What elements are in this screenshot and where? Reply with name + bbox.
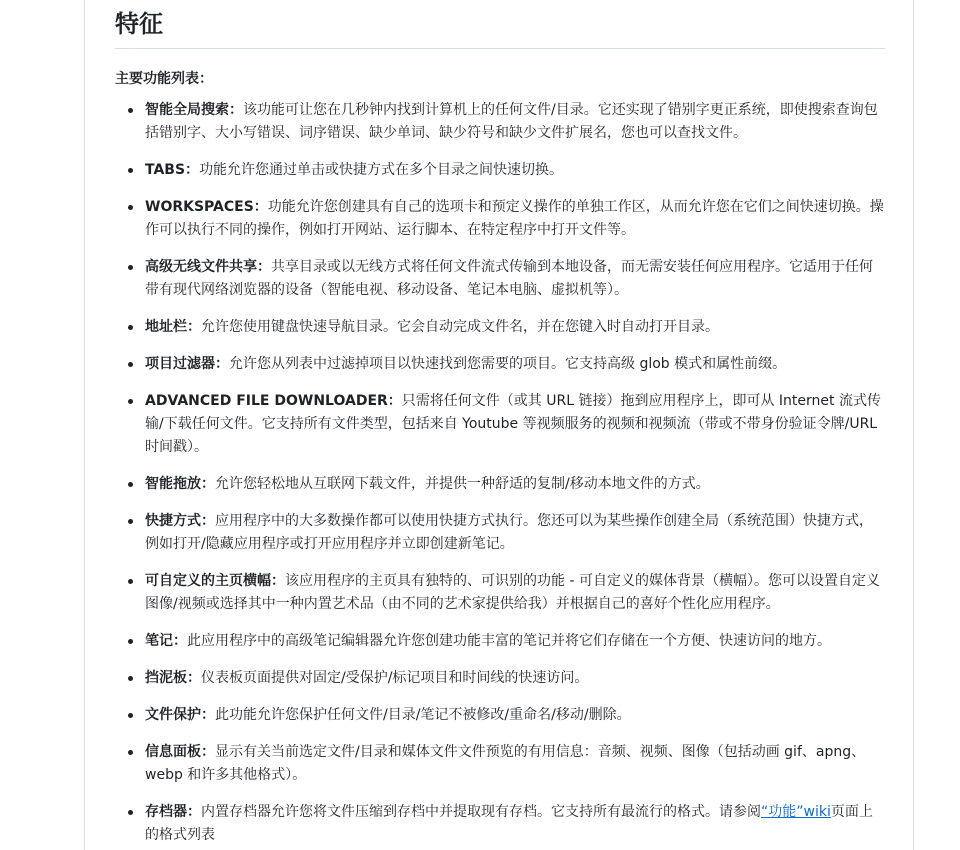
item-title: ADVANCED FILE DOWNLOADER： — [145, 393, 402, 409]
item-text: 内置存档器允许您将文件压缩到存档中并提取现有存档。它支持所有最流行的格式。请参阅 — [201, 804, 761, 820]
item-text: 功能允许您创建具有自己的选项卡和预定义操作的单独工作区，从而允许您在它们之间快速切换。操作可以执行不同的操作，例如打开网站、运行脚本、在特定程序中打开文件等。 — [145, 199, 884, 238]
list-item — [145, 473, 885, 496]
item-text: 允许您轻松地从互联网下载文件，并提供一种舒适的复制/移动本地文件的方式。 — [215, 476, 710, 492]
item-title: 信息面板： — [145, 744, 215, 760]
item-text: 该应用程序的主页具有独特的、可识别的功能 - 可自定义的媒体背景（横幅）。您可以设置自定义图像/视频或选择其中一种内置艺术品（由不同的艺术家提供给我）并根据自己的喜好个性化应用程序。 — [145, 573, 880, 612]
item-text: 应用程序中的大多数操作都可以使用快捷方式执行。您还可以为某些操作创建全局（系统范围）快捷方式，例如打开/隐藏应用程序或打开应用程序并立即创建新笔记。 — [145, 513, 873, 552]
list-item — [145, 570, 885, 616]
list-item — [145, 801, 885, 847]
item-text: 仪表板页面提供对固定/受保护/标记项目和时间线的快速访问。 — [201, 670, 589, 686]
list-item — [145, 353, 885, 376]
list-item — [145, 667, 885, 690]
item-title: 文件保护： — [145, 707, 215, 723]
item-title: TABS： — [145, 162, 200, 178]
list-item — [145, 256, 885, 302]
item-title: 项目过滤器： — [145, 356, 229, 372]
list-item — [145, 316, 885, 339]
item-text-after-link: 页面上的格式列表 — [145, 804, 873, 843]
list-item — [145, 390, 885, 459]
list-item — [145, 99, 885, 145]
item-title: 笔记： — [145, 633, 187, 649]
item-text: 此功能允许您保护任何文件/目录/笔记不被修改/重命名/移动/删除。 — [215, 707, 631, 723]
readme-article — [84, 0, 914, 850]
item-title: 可自定义的主页横幅： — [145, 573, 285, 589]
item-text: 此应用程序中的高级笔记编辑器允许您创建功能丰富的笔记并将它们存储在一个方便、快速访问的地方。 — [187, 633, 831, 649]
item-text: 只需将任何文件（或其 URL 链接）拖到应用程序上，即可从 Internet 流式传输/下载任何文件。它支持所有文件类型，包括来自 Youtube 等视频服务的视频和视频流（带或不带身份验证令牌/URL 时间戳）。 — [145, 393, 881, 455]
item-title: 智能拖放： — [145, 476, 215, 492]
item-text: 共享目录或以无线方式将任何文件流式传输到本地设备，而无需安装任何应用程序。它适用于任何带有现代网络浏览器的设备（智能电视、移动设备、笔记本电脑、虚拟机等）。 — [145, 259, 873, 298]
section-heading: 特征 — [115, 0, 885, 49]
item-title: 地址栏： — [145, 319, 201, 335]
item-title: 快捷方式： — [145, 513, 215, 529]
item-title: 存档器： — [145, 804, 201, 820]
item-text: 功能允许您通过单击或快捷方式在多个目录之间快速切换。 — [199, 162, 564, 178]
item-title: 智能全局搜索： — [145, 102, 243, 118]
item-title: WORKSPACES： — [145, 199, 268, 215]
feature-list — [115, 99, 885, 847]
list-item — [145, 510, 885, 556]
item-text: 该功能可让您在几秒钟内找到计算机上的任何文件/目录。它还实现了错别字更正系统，即使搜索查询包括错别字、大小写错误、词序错误、缺少单词、缺少符号和缺少文件扩展名，您也可以查找文件。 — [145, 102, 878, 141]
list-item — [145, 741, 885, 787]
list-item — [145, 196, 885, 242]
features-wiki-link[interactable]: “功能”wiki — [761, 804, 831, 820]
item-title: 高级无线文件共享： — [145, 259, 271, 275]
item-title: 挡泥板： — [145, 670, 201, 686]
article-content — [115, 0, 885, 850]
item-text: 允许您从列表中过滤掉项目以快速找到您需要的项目。它支持高级 glob 模式和属性前缀。 — [229, 356, 787, 372]
feature-list-intro: 主要功能列表： — [115, 71, 213, 87]
item-text: 显示有关当前选定文件/目录和媒体文件文件预览的有用信息：音频、视频、图像（包括动画 gif、apng、webp 和许多其他格式）。 — [145, 744, 866, 783]
list-item — [145, 630, 885, 653]
list-item — [145, 704, 885, 727]
list-item — [145, 159, 885, 182]
item-text: 允许您使用键盘快速导航目录。它会自动完成文件名，并在您键入时自动打开目录。 — [201, 319, 719, 335]
